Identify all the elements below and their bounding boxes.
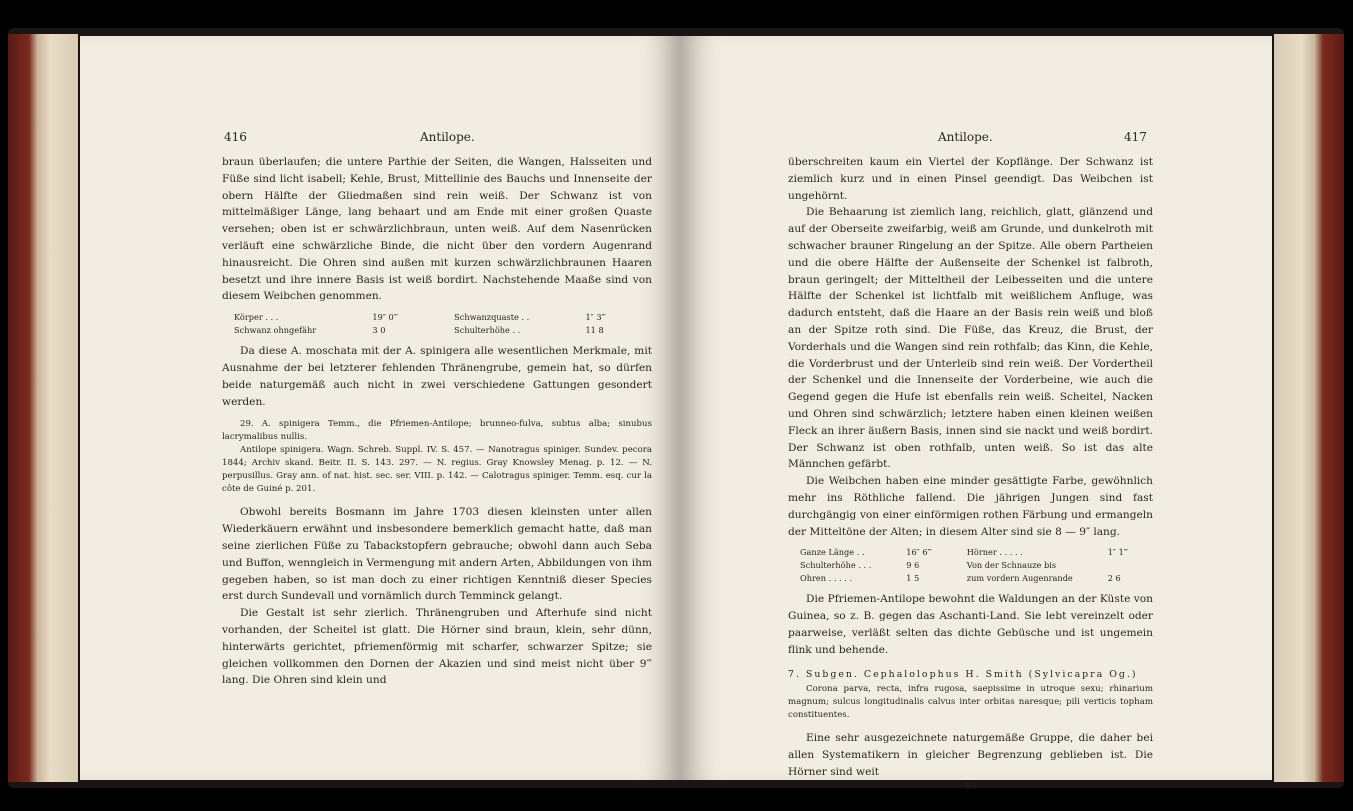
left-para-4: Die Gestalt ist sehr zierlich. Thränengruben und Afterhufe sind nicht vorhanden, der Scheitel ist glatt. Die Hörner sind braun, klein, sehr dünn, hinterwärts gerichtet, pfriemenförmig mit scharfer, schwarzer Spitze; sie gleichen vollkommen den Dornen der Akazien und sind meist nicht über 9‴ lang. Die Ohren sind klein und	[222, 607, 652, 687]
measure-value: 1 5	[906, 573, 920, 584]
measure-label: Schwanz ohngefähr	[234, 325, 317, 336]
right-para-3: Die Weibchen haben eine minder gesättigte Farbe, gewöhnlich mehr ins Röthliche fallend. Die jährigen Jungen sind fast durchgängig von einer einförmigen rothen Färbung und ermangeln der Mitteltöne der Alten; in diesem Alter sind sie 8 — 9″ lang.	[788, 475, 1153, 538]
measure-label: Schulterhöhe . . .	[800, 560, 872, 571]
right-para-4: Die Pfriemen-Antilope bewohnt die Waldungen an der Küste von Guinea, so z. B. gegen das Aschanti-Land. Sie lebt vereinzelt oder paarweise, verläßt selten das dichte Gebüsche und ist ungemein flink und behende.	[788, 593, 1153, 656]
left-para-1: braun überlaufen; die untere Parthie der Seiten, die Wangen, Halsseiten und Füße sind licht isabell; Kehle, Brust, Mittellinie des Bauchs und Innenseite der obern Hälfte der Gliedmaßen sind rein weiß. Der Schwanz ist von mittelmäßiger Länge, lang behaart und am Ende mit einer großen Quaste versehen; oben ist er schwärzlichbraun, unten weiß. Auf dem Nasenrücken verläuft eine schwärzliche Binde, die nicht über den vordern Augenrand hinausreicht. Die Ohren sind außen mit kurzen schwärzlichbraunen Haaren besetzt und ihre innere Basis ist weiß bordirt. Nachstehende Maaße sind von diesem Weibchen genommen.	[222, 156, 652, 303]
left-page	[80, 36, 680, 780]
measure-value: 1″ 1‴	[1107, 547, 1129, 558]
measure-label: Von der Schnauze bis	[966, 560, 1057, 571]
measure-value: 1″ 3‴	[585, 312, 606, 323]
right-page-body	[788, 154, 1153, 794]
measure-value: 9 6	[906, 560, 920, 571]
right-para-1: überschreiten kaum ein Viertel der Kopflänge. Der Schwanz ist ziemlich kurz und in einen Pinsel geendigt. Das Weibchen ist ungehörnt.	[788, 156, 1153, 202]
right-page	[680, 36, 1272, 792]
measure-label: Ganze Länge . .	[800, 547, 865, 558]
left-page-edges	[8, 34, 78, 782]
measure-label: Schwanzquaste . .	[454, 312, 530, 323]
right-para-2: Die Behaarung ist ziemlich lang, reichlich, glatt, glänzend und auf der Oberseite zweifarbig, weiß am Grunde, und dunkelroth mit schwacher brauner Ringelung an der Spitze. Alle obern Partheien und die obere Hälfte der Außenseite der Schenkel ist falbroth, braun geringelt; der Mitteltheil der Leibesseiten und die untere Hälfte der Schenkel ist lichtfalb mit weißlichem Anfluge, was dadurch entsteht, daß die Haare an der Basis rein weiß und bloß an der Spitze roth sind. Die Füße, das Kreuz, die Brust, der Vorderhals und die Wangen sind rein rothfalb; das Kinn, die Kehle, die Vorderbrust und der Unterleib sind rein weiß. Der Vordertheil der Schenkel und die Innenseite der Vorderbeine, wie auch die Gegend gegen die Hufe ist ebenfalls rein weiß. Scheitel, Nacken und Ohren sind schwärzlich; letztere haben einen kleinen weißen Fleck an ihrer äußern Basis, innen sind sie nackt und weiß bordirt. Der Schwanz ist oben rothfalb, unten weiß. So ist das alte Männchen gefärbt.	[788, 206, 1153, 471]
left-para-3: Obwohl bereits Bosmann im Jahre 1703 diesen kleinsten unter allen Wiederkäuern erwähnt und insbesondere bemerklich gemacht hatte, daß man seine zierlichen Füße zu Tabackstopfern gebrauche; obwohl dann auch Seba und Buffon, wenngleich in Vermengung mit andern Arten, Abbildungen von ihm gegeben haben, so ist man doch zu einer richtigen Kenntniß dieser Species erst durch Sundevall und vornämlich durch Temminck gelangt.	[222, 506, 652, 603]
book-spread	[8, 28, 1344, 792]
measure-value: 3 0	[372, 325, 386, 336]
measure-label: Körper . . .	[234, 312, 279, 323]
species-synonyms: Antilope spinigera. Wagn. Schreb. Suppl. IV. S. 457. — Nanotragus spiniger. Sundev. pecora 1844; Archiv skand. Beitr. II. S. 143. 297. — N. regius. Gray Knowsley Menag. p. 12. — N. perpusillus. Gray ann. of nat. hist. sec. ser. VIII. p. 142. — Calotragus spiniger. Temm. esq. cur la côte de Guiné p. 201.	[222, 445, 652, 495]
species-heading: 29. A. spinigera Temm., die Pfriemen-Antilope; brunneo-fulva, subtus alba; sinubus lacrymalibus nullis.	[222, 419, 652, 443]
measure-label: Hörner . . . . .	[966, 547, 1023, 558]
left-page-number: 416	[224, 130, 247, 144]
left-page-body	[222, 154, 652, 689]
right-para-5: Eine sehr ausgezeichnete naturgemäße Gruppe, die daher bei allen Systematikern in gleicher Begrenzung geblieben ist. Die Hörner sind weit	[788, 732, 1153, 778]
subgenus-diagnosis: Corona parva, recta, infra rugosa, saepissime in utroque sexu; rhinarium magnum; sulcus longitudinalis calvus inter orbitas naresque; pili verticis topham constituentes.	[788, 684, 1153, 721]
right-measurement-table	[800, 546, 1153, 585]
right-running-head: Antilope.	[938, 130, 993, 144]
measure-label: Ohren . . . . .	[800, 573, 853, 584]
subgenus-heading: 7. Subgen. Cephalolophus H. Smith (Sylvicapra Og.)	[788, 668, 1138, 680]
measure-value	[1108, 559, 1153, 572]
left-running-head: Antilope.	[420, 130, 475, 144]
right-page-number: 417	[1124, 130, 1147, 144]
left-measurement-table	[234, 311, 652, 337]
measure-value: 16″ 6‴	[906, 547, 932, 558]
measure-value: 11 8	[585, 325, 604, 336]
measure-label: zum vordern Augenrande	[966, 573, 1073, 584]
measure-value: 19″ 0‴	[372, 312, 398, 323]
right-page-edges	[1274, 34, 1344, 782]
left-para-2: Da diese A. moschata mit der A. spinigera alle wesentlichen Merkmale, mit Ausnahme der bei letzterer fehlenden Thränengrube, gemein hat, so dürfen beide naturgemäß auch nicht in zwei verschiedene Gattungen gesondert werden.	[222, 345, 652, 408]
signature-mark: 53	[965, 781, 976, 792]
measure-label: Schulterhöhe . .	[454, 325, 521, 336]
measure-value: 2 6	[1107, 573, 1121, 584]
